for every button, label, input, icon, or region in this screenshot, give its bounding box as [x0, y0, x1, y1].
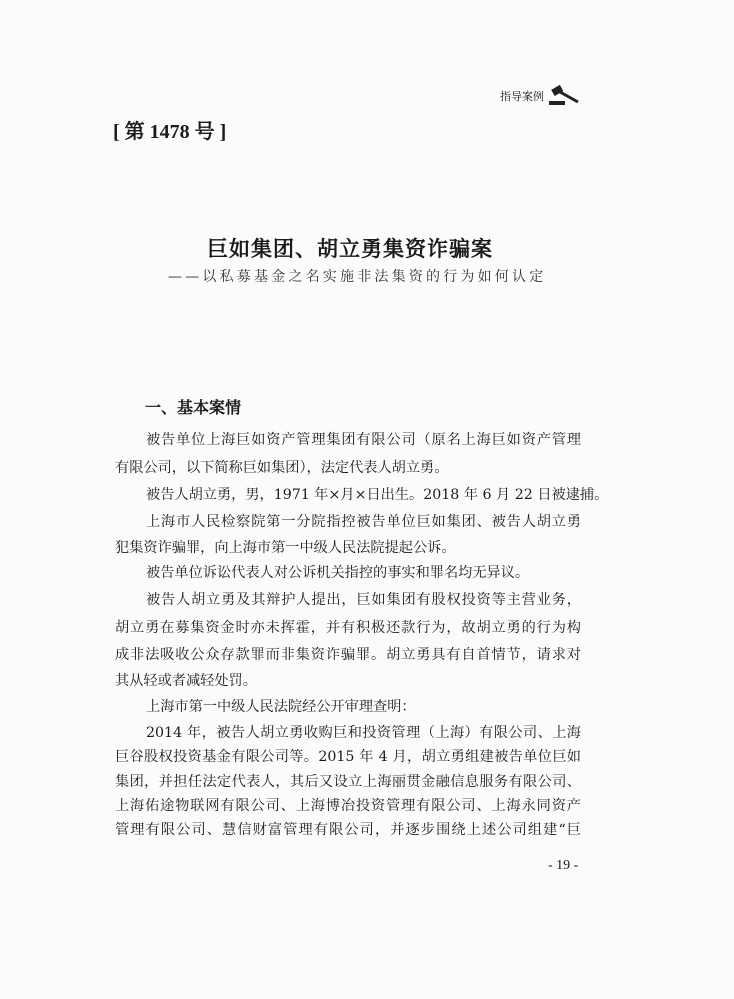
body-line: 成非法吸收公众存款罪而非集资诈骗罪。胡立勇具有自首情节，请求对: [115, 647, 581, 663]
body-line: 2014 年，被告人胡立勇收购巨和投资管理（上海）有限公司、上海: [146, 725, 581, 741]
body-line: 上海佑途物联网有限公司、上海博冶投资管理有限公司、上海永同资产: [115, 798, 581, 814]
running-header: 指导案例: [500, 90, 544, 103]
page-subtitle: ——以私募基金之名实施非法集资的行为如何认定: [168, 269, 547, 285]
body-line: 上海市第一中级人民法院经公开审理查明：: [146, 699, 416, 715]
body-line: 有限公司，以下简称巨如集团），法定代表人胡立勇。: [115, 460, 449, 476]
body-line: 上海市人民检察院第一分院指控被告单位巨如集团、被告人胡立勇: [146, 514, 581, 530]
body-line: 犯集资诈骗罪，向上海市第一中级人民法院提起公诉。: [115, 540, 456, 556]
body-line: 集团，并担任法定代表人，其后又设立上海丽贯金融信息服务有限公司、: [115, 774, 581, 790]
body-line: 其从轻或者减轻处罚。: [115, 673, 257, 689]
body-line: 被告人胡立勇及其辩护人提出，巨如集团有股权投资等主营业务，: [146, 592, 581, 608]
gavel-icon: [548, 84, 582, 106]
body-line: 被告人胡立勇，男，1971 年×月×日出生。2018 年 6 月 22 日被逮捕。: [146, 487, 609, 503]
body-line: 胡立勇在募集资金时亦未挥霍，并有积极还款行为，故胡立勇的行为构: [115, 620, 581, 636]
body-line: 被告单位诉讼代表人对公诉机关指控的事实和罪名均无异议。: [146, 565, 530, 581]
page-number: - 19 -: [548, 858, 579, 873]
body-line: 管理有限公司、慧信财富管理有限公司，并逐步围绕上述公司组建“巨: [115, 822, 581, 838]
section-heading: 一、基本案情: [145, 398, 242, 417]
body-line: 巨谷股权投资基金有限公司等。2015 年 4 月，胡立勇组建被告单位巨如: [115, 749, 581, 765]
body-line: 被告单位上海巨如资产管理集团有限公司（原名上海巨如资产管理: [146, 432, 581, 448]
page-title: 巨如集团、胡立勇集资诈骗案: [207, 236, 493, 261]
case-number: [ 第 1478 号 ]: [113, 121, 227, 143]
